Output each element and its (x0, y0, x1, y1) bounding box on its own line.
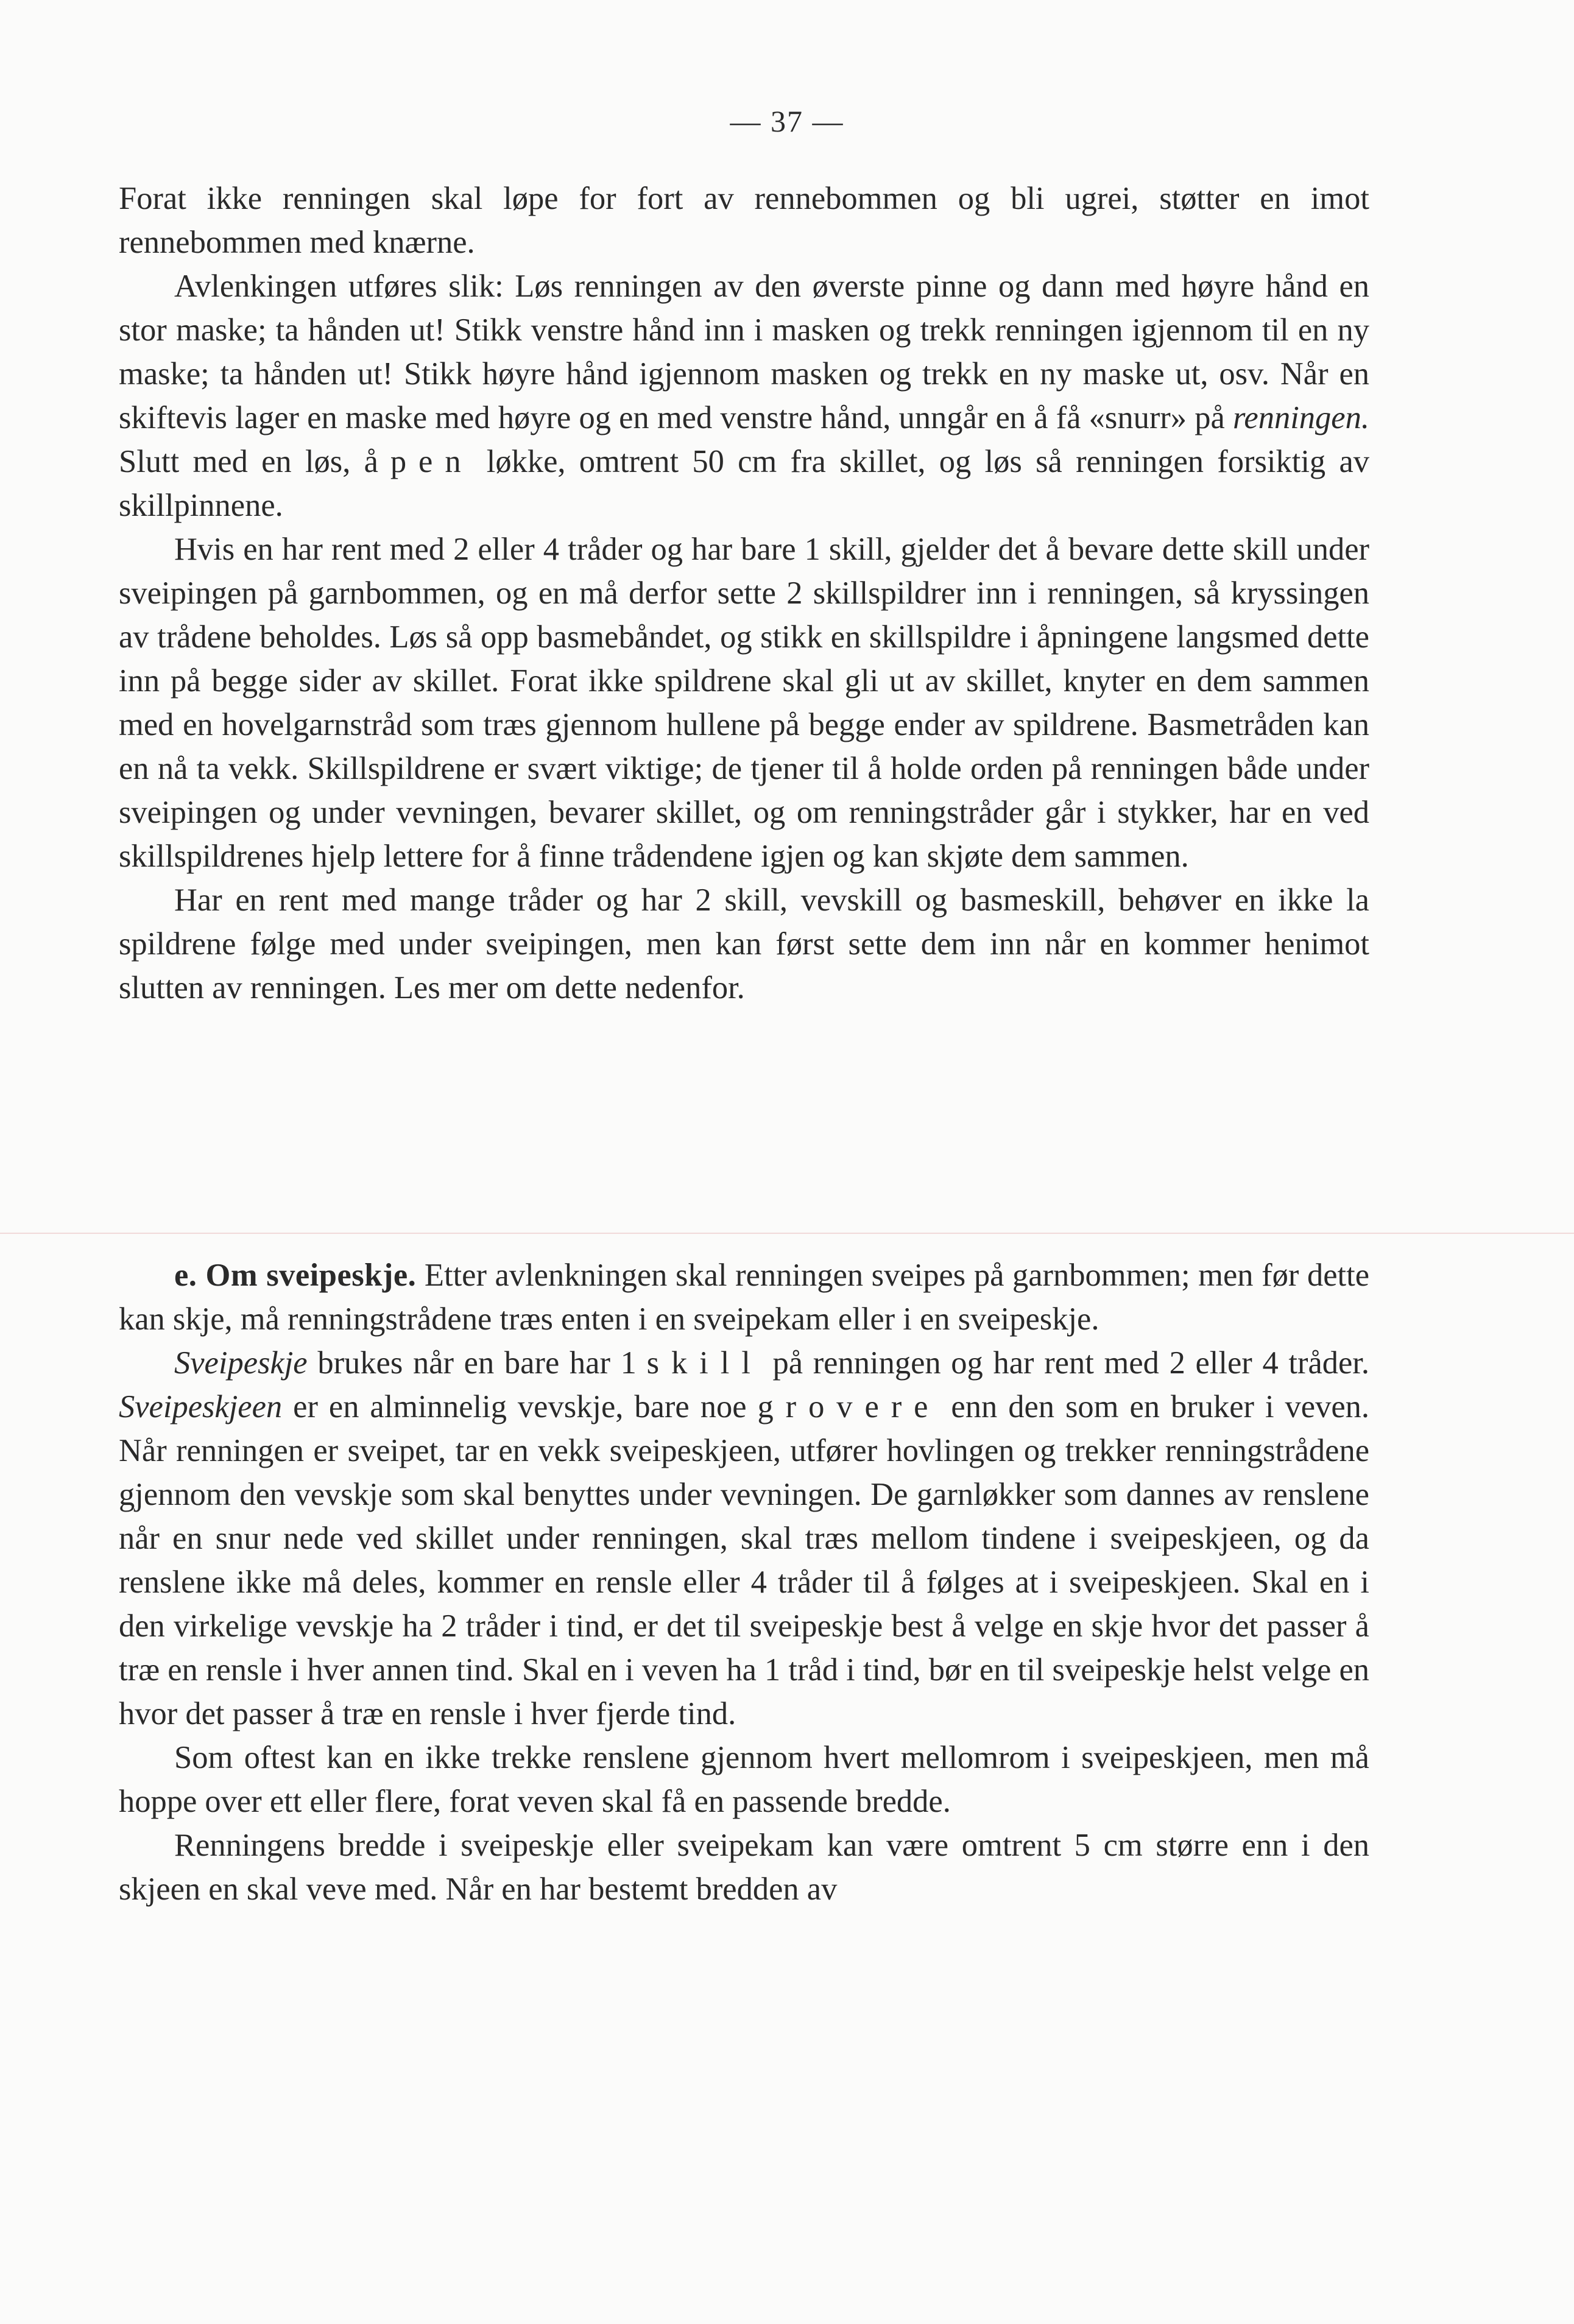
paragraph: Har en rent med mange tråder og har 2 skill, vevskill og basmeskill, behøver en ikke la spildrene følge med under sveipingen, men kan først sette dem inn når en kommer henimot slutten av renningen. Les mer om dette nedenfor. (119, 882, 1369, 1005)
divider-line (0, 1233, 1574, 1234)
text-section-top (119, 177, 1369, 1010)
emphasis-text: Sveipeskjeen (119, 1389, 283, 1424)
spaced-text: grovere (757, 1389, 941, 1424)
paragraph (119, 1253, 1369, 1341)
paragraph (119, 264, 1369, 527)
paragraph-text: enn den som en bruker i veven. Når renningen er sveipet, tar en vekk sveipeskjeen, utfører hovlingen og trekker renningstrådene gjennom den vevskje som skal benyttes under vevningen. De garnløkker som dannes av renslene når en snur nede ved skillet under renningen, skal træs mellom tindene i sveipeskjeen, og da renslene ikke må deles, kommer en rensle eller 4 tråder til å følges at i sveipeskjeen. Skal en i den virkelige vevskje ha 2 tråder i tind, er det til sveipeskje best å velge en skje hvor det passer å træ en rensle i hver annen tind. Skal en i veven ha 1 tråd i tind, bør en til sveipeskje helst velge en hvor det passer å træ en rensle i hver fjerde tind. (119, 1389, 1369, 1731)
spaced-text: skill (646, 1345, 763, 1381)
paragraph-text: løkke, omtrent 50 cm fra skillet, og løs så renningen forsiktig av skillpinnene. (119, 444, 1369, 523)
paragraph: Renningens bredde i sveipeskje eller sveipekam kan være omtrent 5 cm større enn i den skjeen en skal veve med. Når en har bestemt bredden av (119, 1828, 1369, 1907)
paragraph-text: brukes når en bare har 1 (317, 1345, 637, 1381)
paragraph-text: er en alminnelig vevskje, bare noe (293, 1389, 747, 1424)
emphasis-text: Sveipeskje (174, 1345, 308, 1381)
paragraph-text: Etter avlenkningen skal renningen sveipes på garnbommen; men før dette kan skje, må renningstrådene træs enten i en sveipekam eller i en sveipeskje. (119, 1258, 1370, 1337)
paragraph: Hvis en har rent med 2 eller 4 tråder og har bare 1 skill, gjelder det å bevare dette skill under sveipingen på garnbommen, og en må derfor sette 2 skillspildrer inn i renningen, så kryssingen av trådene beholdes. Løs så opp basmebåndet, og stikk en skillspildre i åpningene langsmed dette inn på begge sider av skillet. Forat ikke spildrene skal gli ut av skillet, knyter en dem sammen med en hovelgarnstråd som træs gjennom hullene på begge ender av spildrene. Basmetråden kan en nå ta vekk. Skillspildrene er svært viktige; de tjener til å holde orden på renningen både under sveipingen og under vevningen, bevarer skillet, og om renningstråder går i stykker, har en ved skillspildrenes hjelp lettere for å finne trådendene igjen og kan skjøte dem sammen. (119, 532, 1369, 874)
spaced-text: åpen (364, 444, 473, 479)
section-heading: e. Om sveipeskje. (174, 1258, 417, 1293)
paragraph-text: Avlenkingen utføres slik: Løs renningen av den øverste pinne og dann med høyre hånd en stor maske; ta hånden ut! Stikk venstre hånd inn i masken og trekk renningen igjennom til en ny maske; ta hånden ut! Stikk høyre hånd igjennom masken og trekk en ny maske ut, osv. Når en skiftevis lager en maske med høyre og en med venstre hånd, unngår en å få «snurr» på (119, 269, 1369, 435)
page-number: — 37 — (730, 104, 844, 138)
emphasis-text: renningen. (1232, 400, 1369, 435)
paragraph-text: Slutt med en løs, (119, 444, 351, 479)
paragraph: Forat ikke renningen skal løpe for fort av rennebommen og bli ugrei, støtter en imot rennebommen med knærne. (119, 181, 1369, 260)
paragraph (119, 1341, 1369, 1736)
text-section-e (119, 1253, 1369, 1911)
paragraph-text: på renningen og har rent med 2 eller 4 tråder. (772, 1345, 1370, 1381)
paragraph: Som oftest kan en ikke trekke renslene gjennom hvert mellomrom i sveipeskjeen, men må hoppe over ett eller flere, forat veven skal få en passende bredde. (119, 1740, 1369, 1819)
